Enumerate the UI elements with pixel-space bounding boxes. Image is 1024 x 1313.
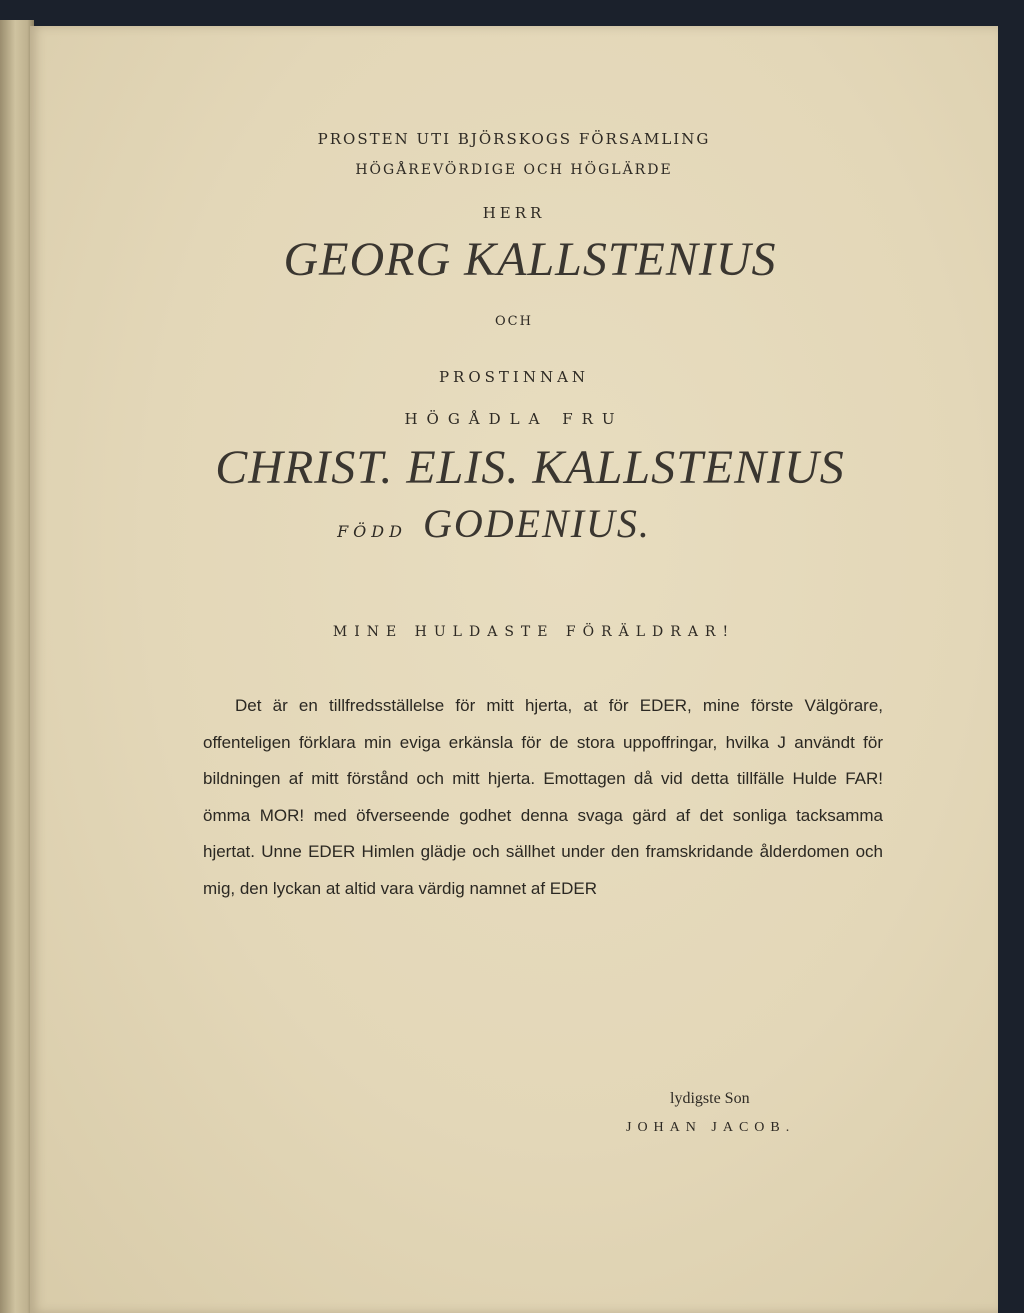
book-spine [0,20,34,1313]
salutation: MINE HULDASTE FÖRÄLDRAR! [332,624,736,640]
document-page [30,26,998,1313]
dedication-body: Det är en tillfredsställelse för mitt hjerta, at för EDER, mine förste Välgörare, offenteligen förklara min eviga erkänsla för de stora uppoffringar, hvilka J användt för bildningen af mitt förstånd och mitt hjerta. Emottagen då vid detta tillfälle Hulde FAR! ömma MOR! med öfverseende godhet denna svaga gärd af det sonliga tacksamma hjertat. Unne EDER Himlen glädje och sällhet under den framskridande ålderdomen och mig, den lyckan at altid vara värdig namnet af EDER [203,696,883,898]
header-herr: HERR [482,204,546,222]
signature-line-1: lydigste Son [670,1090,750,1107]
fodd-line [10,500,978,547]
fodd-label: FÖDD [337,522,407,541]
name-georg-kallstenius: GEORG KALLSTENIUS [283,233,777,286]
header-hogadla-fru: HÖGÅDLA FRU [404,410,624,428]
header-och: OCH [495,314,533,329]
fodd-name: GODENIUS. [422,501,651,546]
header-line-2: HÖGÅREVÖRDIGE OCH HÖGLÄRDE [355,162,673,178]
name-christ-elis-kallstenius: CHRIST. ELIS. KALLSTENIUS [215,441,845,494]
header-line-1: PROSTEN UTI BJÖRSKOGS FÖRSAMLING [317,130,711,148]
signature-name: JOHAN JACOB. [626,1120,796,1135]
header-prostinnan: PROSTINNAN [438,368,590,386]
